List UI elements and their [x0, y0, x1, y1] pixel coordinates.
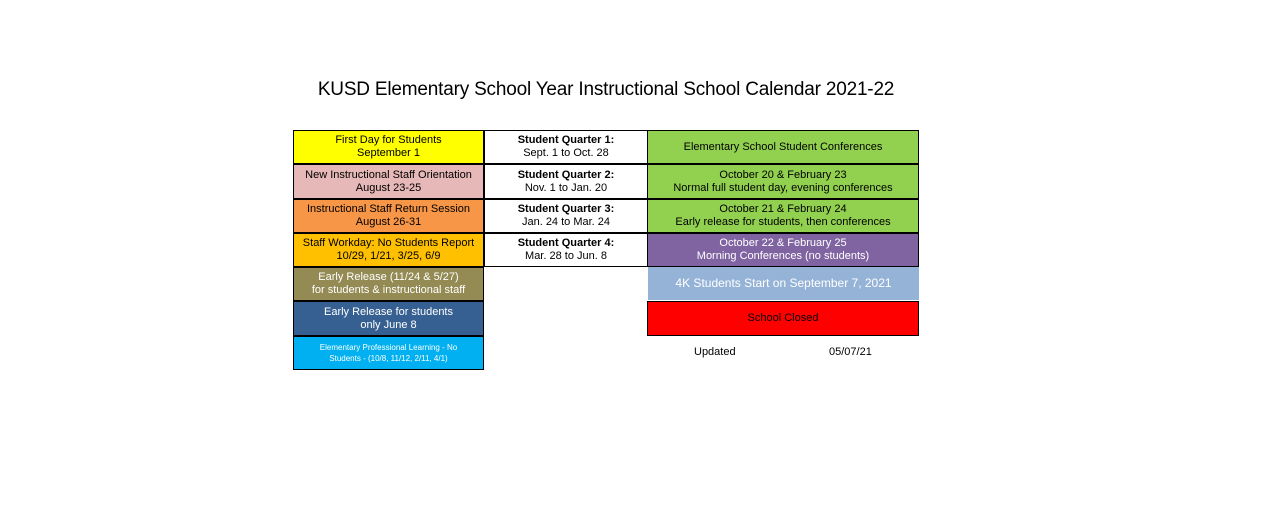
legend-staff-workday-label: Staff Workday: No Students Report [302, 237, 475, 249]
conference-row-3-desc: Morning Conferences (no students) [696, 250, 870, 262]
legend-staff-workday [293, 233, 484, 267]
quarter-2 [484, 164, 648, 199]
legend-first-day [293, 130, 484, 164]
legend-early-release-students-label: Early Release for students [323, 305, 453, 318]
legend-staff-return-date: August 26-31 [355, 216, 422, 228]
quarter-3-dates: Jan. 24 to Mar. 24 [521, 216, 611, 228]
conferences-header [647, 130, 919, 164]
legend-early-release-students [293, 301, 484, 336]
legend-new-staff-label: New Instructional Staff Orientation [305, 168, 472, 181]
quarter-4-label: Student Quarter 4: [517, 237, 615, 249]
conference-row-1-dates: October 20 & February 23 [719, 168, 847, 181]
conference-row-2-desc: Early release for students, then conferences [675, 216, 891, 228]
legend-early-release-students-date: only June 8 [360, 318, 417, 331]
quarter-2-dates: Nov. 1 to Jan. 20 [524, 181, 608, 194]
legend-first-day-date: September 1 [357, 147, 420, 159]
updated-date: 05/07/21 [829, 346, 872, 358]
school-closed-label: School Closed [747, 312, 819, 324]
quarter-1-dates: Sept. 1 to Oct. 28 [523, 147, 609, 159]
legend-new-staff-date: August 23-25 [355, 181, 422, 194]
school-closed-banner [647, 301, 919, 336]
quarter-1-label: Student Quarter 1: [517, 134, 615, 146]
legend-professional-learning-label: Elementary Professional Learning - No [319, 343, 458, 352]
conference-row-1-desc: Normal full student day, evening conferences [673, 181, 893, 194]
conference-row-3 [647, 233, 919, 267]
quarter-3 [484, 199, 648, 233]
quarter-1 [484, 130, 648, 164]
k4-start-label: 4K Students Start on September 7, 2021 [675, 276, 892, 290]
legend-staff-workday-dates: 10/29, 1/21, 3/25, 6/9 [336, 250, 441, 262]
conference-row-2 [647, 199, 919, 233]
quarter-4-dates: Mar. 28 to Jun. 8 [525, 250, 607, 262]
legend-early-release-staff [293, 267, 484, 301]
updated-label: Updated [694, 346, 736, 358]
legend-staff-return [293, 199, 484, 233]
legend-professional-learning [293, 336, 484, 370]
k4-start-banner [648, 267, 919, 300]
conference-row-1 [647, 164, 919, 199]
quarter-3-label: Student Quarter 3: [517, 203, 615, 215]
legend-early-release-staff-desc: for students & instructional staff [311, 284, 466, 296]
conference-row-3-dates: October 22 & February 25 [719, 237, 847, 249]
legend-first-day-label: First Day for Students [335, 134, 442, 146]
legend-staff-return-label: Instructional Staff Return Session [306, 203, 471, 215]
legend-new-staff-orientation [293, 164, 484, 199]
conference-row-2-dates: October 21 & February 24 [719, 203, 847, 215]
conferences-header-label: Elementary School Student Conferences [683, 140, 883, 153]
quarter-4 [484, 233, 648, 267]
legend-professional-learning-dates: Students - (10/8, 11/12, 2/11, 4/1) [329, 354, 448, 363]
legend-early-release-staff-label: Early Release (11/24 & 5/27) [318, 271, 459, 283]
page-title: KUSD Elementary School Year Instructional School Calendar 2021-22 [317, 79, 895, 100]
quarter-2-label: Student Quarter 2: [517, 168, 615, 181]
